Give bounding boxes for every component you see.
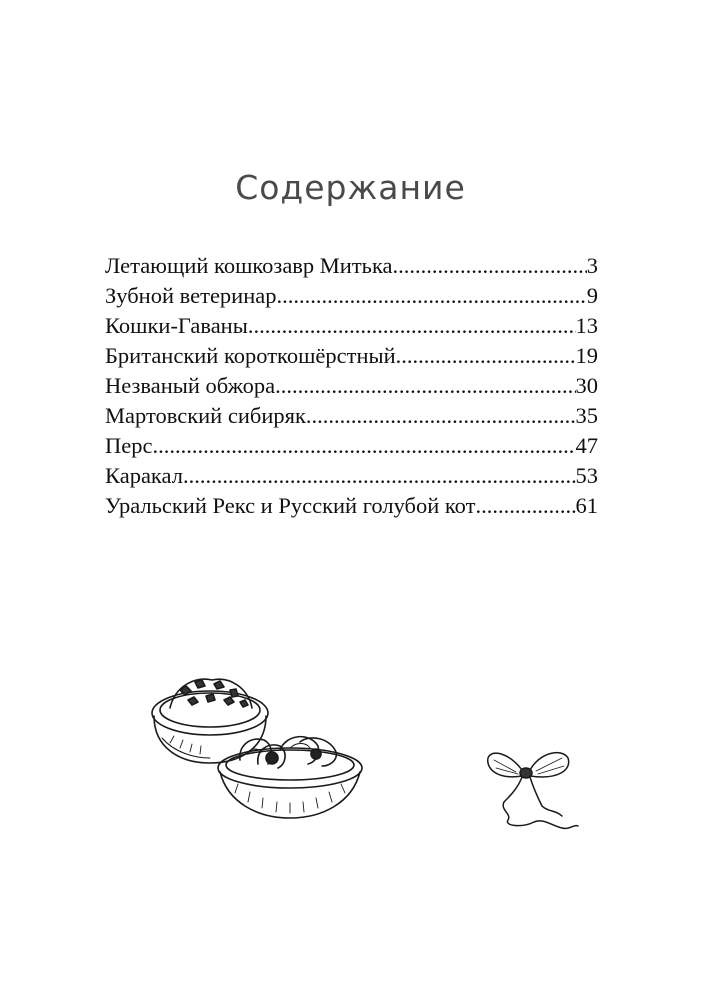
toc-leader-dots	[393, 251, 587, 281]
toc-entry-page: 3	[586, 253, 598, 278]
toc-entry-page: 9	[586, 283, 598, 308]
toc-entry-page: 19	[575, 343, 598, 368]
toc-entry-page: 13	[575, 313, 598, 338]
toc-entry[interactable]	[105, 491, 598, 521]
toc-entry-page: 47	[575, 433, 598, 458]
toc-entry-title: Летающий кошкозавр Митька	[105, 253, 393, 278]
toc-entry[interactable]	[105, 401, 598, 431]
toc-entry[interactable]	[105, 311, 598, 341]
toc-entry[interactable]	[105, 431, 598, 461]
toc-entry-title: Уральский Рекс и Русский голубой кот	[105, 493, 476, 518]
table-of-contents	[105, 251, 598, 521]
toc-leader-dots	[248, 311, 576, 341]
toc-entry[interactable]	[105, 371, 598, 401]
toc-leader-dots	[275, 371, 575, 401]
toc-entry-page: 53	[575, 463, 598, 488]
toc-leader-dots	[277, 281, 587, 311]
toc-entry-title: Перс	[105, 433, 153, 458]
toc-entry[interactable]	[105, 281, 598, 311]
toc-entry-title: Незваный обжора	[105, 373, 276, 398]
toc-entry-title: Кошки-Гаваны	[105, 313, 248, 338]
toc-entry-title: Британский короткошёрстный	[105, 343, 396, 368]
toc-leader-dots	[152, 431, 575, 461]
toc-entry[interactable]	[105, 341, 598, 371]
bow-illustration	[482, 740, 587, 840]
toc-leader-dots	[183, 461, 576, 491]
toc-entry-title: Зубной ветеринар	[105, 283, 277, 308]
toc-entry-page: 61	[575, 493, 598, 518]
toc-leader-dots	[396, 341, 576, 371]
page-title: Содержание	[235, 168, 466, 207]
toc-entry[interactable]	[105, 251, 598, 281]
food-bowls-illustration	[140, 668, 365, 828]
toc-entry-title: Мартовский сибиряк	[105, 403, 306, 428]
toc-entry-page: 30	[575, 373, 598, 398]
toc-entry[interactable]	[105, 461, 598, 491]
toc-entry-page: 35	[575, 403, 598, 428]
toc-leader-dots	[306, 401, 576, 431]
toc-entry-title: Каракал	[105, 463, 183, 488]
toc-leader-dots	[475, 491, 575, 521]
